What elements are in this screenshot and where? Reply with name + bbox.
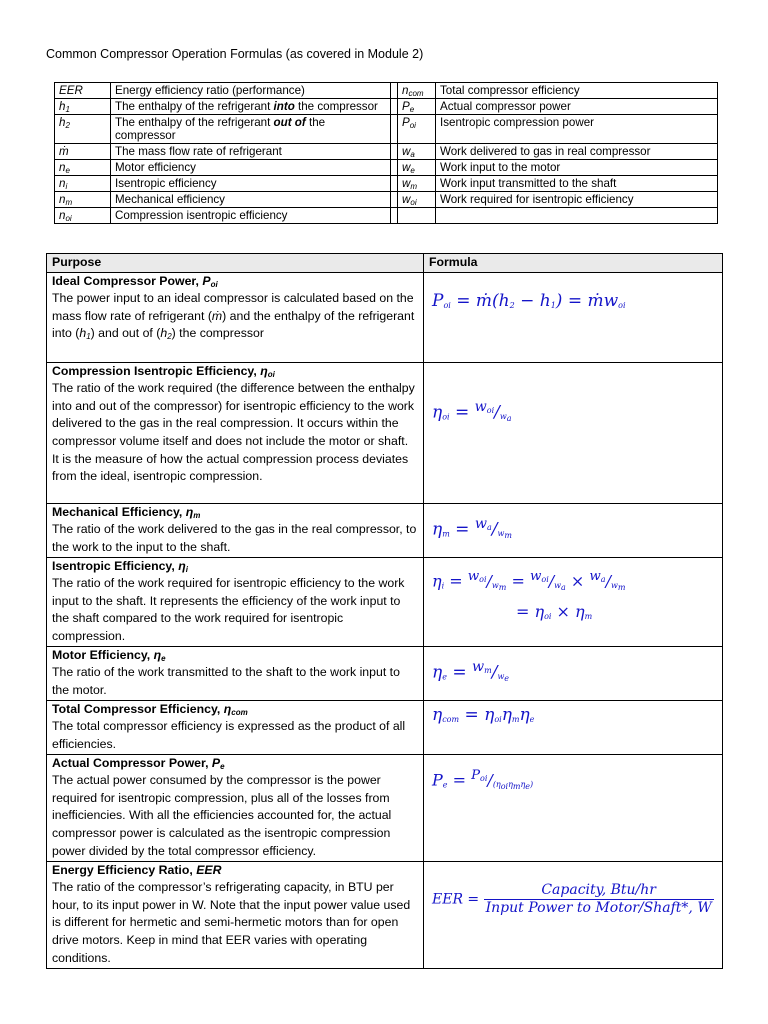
- formula-cell: [424, 557, 723, 646]
- symbol-cell: $w_a$: [398, 144, 436, 160]
- formula-cell: [424, 362, 723, 503]
- symbol-row: [55, 160, 718, 176]
- purpose-cell: Energy Efficiency Ratio, EER The ratio of the compressor’s refrigerating capacity, in BTU per hour, to its input power in W. Note that the input power value used is different for hermetic and semi-hermetic motors than for open drive motors. Keep in mind that EER varies with operating conditions.: [47, 861, 424, 968]
- symbol-cell: $w_{oi}$: [398, 192, 436, 208]
- purpose-cell: Isentropic Efficiency, $\eta_i$ The ratio of the work required for isentropic efficiency to the work input to the shaft. It represents the efficiency of the work input to the shaft compared to the work required for isentropic compression.: [47, 557, 424, 646]
- symbol-cell: $n_i$: [55, 176, 111, 192]
- symbol-cell: $P_{oi}$: [398, 115, 436, 144]
- symbol-table: [54, 82, 718, 224]
- symbol-desc: Actual compressor power: [436, 99, 718, 115]
- symbol-desc: Work delivered to gas in real compressor: [436, 144, 718, 160]
- symbol-row: [55, 192, 718, 208]
- symbol-cell: $P_e$: [398, 99, 436, 115]
- purpose-text: The ratio of the work transmitted to the shaft to the work input to the motor.: [52, 665, 400, 697]
- formula-row: [47, 754, 723, 861]
- symbol-desc: The enthalpy of the refrigerant out of the compressor: [111, 115, 391, 144]
- symbol-cell: $w_m$: [398, 176, 436, 192]
- purpose-text: The ratio of the work required for isentropic efficiency to the work input to the shaft. It represents the efficiency of the work input to the shaft compared to the work required for isentropic compression.: [52, 576, 405, 643]
- formula-cell: [424, 700, 723, 754]
- formula-cell: [424, 861, 723, 968]
- formula-row: [47, 503, 723, 557]
- purpose-cell: Compression Isentropic Efficiency, $\eta_{oi}$ The ratio of the work required (the difference between the enthalpy into and out of the compressor) for isentropic efficiency to the work delivered to the gas in the real compression. It occurs within the compressor volume itself and does not include the motor or shaft. It is the measure of how the actual compression process deviates from the ideal, isentropic compression.: [47, 362, 424, 503]
- purpose-text: The total compressor efficiency is expressed as the product of all efficiencies.: [52, 719, 406, 751]
- symbol-desc: Isentropic efficiency: [111, 176, 391, 192]
- purpose-text: The ratio of the compressor’s refrigerating capacity, in BTU per hour, to its input power in W. Note that the input power value used is different for hermetic and semi-hermetic motors than for open drive motors. Keep in mind that EER varies with operating conditions.: [52, 880, 411, 965]
- symbol-row: [55, 176, 718, 192]
- formula-row: [47, 646, 723, 700]
- purpose-cell: Total Compressor Efficiency, $\eta_{com}$ The total compressor efficiency is expressed as the product of all efficiencies.: [47, 700, 424, 754]
- purpose-cell: Actual Compressor Power, $P_e$ The actual power consumed by the compressor is the power required for isentropic compression, plus all of the losses from inefficiencies. With all the efficiencies accounted for, the actual compressor power is calculated as the isentropic compression power divided by the total compressor efficiency.: [47, 754, 424, 861]
- symbol-cell: $w_e$: [398, 160, 436, 176]
- formula-header: Formula: [424, 254, 723, 273]
- formula: $\eta_{oi} = ^{w_{oi}}/_{w_a}$: [432, 398, 512, 424]
- formula-row: [47, 362, 723, 503]
- symbol-desc: Work required for isentropic efficiency: [436, 192, 718, 208]
- formula-cell: [424, 272, 723, 362]
- symbol-desc: Mechanical efficiency: [111, 192, 391, 208]
- purpose-header: Purpose: [47, 254, 424, 273]
- formula-continued: = $\eta_{oi} \times \eta_m$: [516, 601, 593, 621]
- symbol-cell: $n_e$: [55, 160, 111, 176]
- symbol-desc: Work input to the motor: [436, 160, 718, 176]
- formula-row: [47, 557, 723, 646]
- purpose-cell: Motor Efficiency, $\eta_e$ The ratio of the work transmitted to the shaft to the work input to the motor.: [47, 646, 424, 700]
- purpose-cell: Mechanical Efficiency, $\eta_m$ The ratio of the work delivered to the gas in the real compressor, to the work to the input to the shaft.: [47, 503, 424, 557]
- purpose-cell: Ideal Compressor Power, $P_{oi}$ The power input to an ideal compressor is calculated based on the mass flow rate of refrigerant (ṁ) and the enthalpy of the refrigerant into $(h_1)$ and out of $(h_2)$ the compressor: [47, 272, 424, 362]
- formula: $\eta_e = ^{w_m}/_{w_e}$: [432, 658, 510, 684]
- symbol-desc: The enthalpy of the refrigerant into the compressor: [111, 99, 391, 115]
- formula: $\eta_{com} = \eta_{oi}\eta_m\eta_e$: [432, 704, 535, 725]
- symbol-row: [55, 99, 718, 115]
- formula: $P_e = ^{P_{oi}}/_{(\eta_{oi}\eta_m\eta_e)}$: [432, 767, 534, 791]
- symbol-desc: Isentropic compression power: [436, 115, 718, 144]
- symbol-desc: Work input transmitted to the shaft: [436, 176, 718, 192]
- symbol-desc: Motor efficiency: [111, 160, 391, 176]
- symbol-row: [55, 208, 718, 224]
- symbol-cell: EER: [55, 83, 111, 99]
- table-header-row: [47, 254, 723, 273]
- formula-row: [47, 861, 723, 968]
- symbol-row: [55, 83, 718, 99]
- symbol-desc: Compression isentropic efficiency: [111, 208, 391, 224]
- purpose-text: The ratio of the work required (the difference between the enthalpy into and out of the compressor) for isentropic efficiency to the work delivered to the gas in the real compression. It occurs within the compressor volume itself and does not include the motor or shaft. It is the measure of how the actual compression process deviates from the ideal, isentropic compression.: [52, 381, 415, 484]
- formula-row: [47, 272, 723, 362]
- formula-cell: [424, 646, 723, 700]
- symbol-cell: $n_m$: [55, 192, 111, 208]
- symbol-row: [55, 144, 718, 160]
- symbol-row: [55, 115, 718, 144]
- formula-row: [47, 700, 723, 754]
- formula: EER = $\frac{\text{Capacity, Btu/hr}}{\text{Input Power to Motor/Shaft*, W}}$: [432, 881, 712, 917]
- symbol-cell: $h_2$: [55, 115, 111, 144]
- symbol-cell: $h_1$: [55, 99, 111, 115]
- purpose-text: The power input to an ideal compressor is calculated based on the mass flow rate of refrigerant (ṁ) and the enthalpy of the refrigerant into $(h_1)$ and out of $(h_2)$ the compressor: [52, 291, 415, 342]
- formula-cell: [424, 754, 723, 861]
- formula: $\eta_i = ^{w_{oi}}/_{w_m} = ^{w_{oi}}/_{w_a} \times ^{w_a}/_{w_m}$: [432, 568, 626, 592]
- formula-cell: [424, 503, 723, 557]
- page-title: Common Compressor Operation Formulas (as covered in Module 2): [46, 47, 424, 61]
- purpose-text: The ratio of the work delivered to the gas in the real compressor, to the work to the input to the shaft.: [52, 522, 417, 554]
- symbol-desc: Total compressor efficiency: [436, 83, 718, 99]
- formula: $\eta_m = ^{w_a}/_{w_m}$: [432, 515, 512, 541]
- formula-table: [46, 253, 723, 969]
- symbol-desc: The mass flow rate of refrigerant: [111, 144, 391, 160]
- symbol-desc: Energy efficiency ratio (performance): [111, 83, 391, 99]
- purpose-text: The actual power consumed by the compressor is the power required for isentropic compression, plus all of the losses from inefficiencies. With all the efficiencies accounted for, the actual compressor power is calculated as the isentropic compression power divided by the total compressor efficiency.: [52, 773, 392, 858]
- symbol-cell: ṁ: [55, 144, 111, 160]
- symbol-cell: $n_{oi}$: [55, 208, 111, 224]
- formula: $P_{oi}$ = $ṁ(h_2 - h_1)$ = ṁw$_{oi}$: [432, 290, 626, 311]
- symbol-cell: $n_{com}$: [398, 83, 436, 99]
